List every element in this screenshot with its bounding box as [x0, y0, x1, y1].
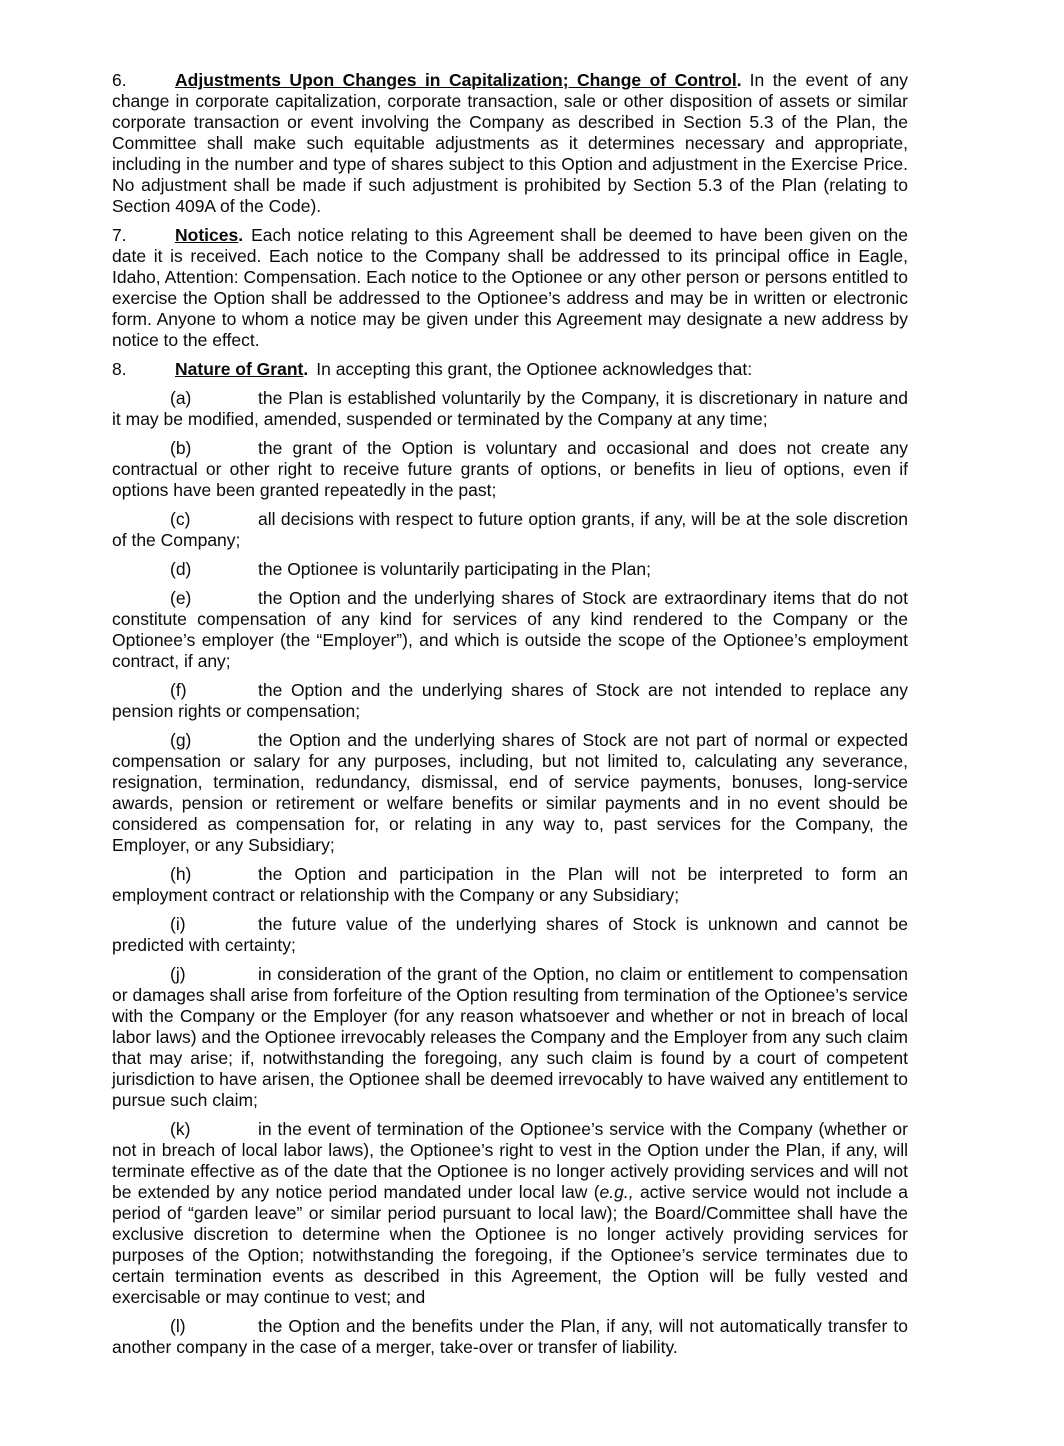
subsection-letter: (i) [170, 914, 186, 934]
subsection-item [112, 388, 908, 430]
subsection-text: the grant of the Option is voluntary and occasional and does not create any contractual or other right to receive future grants of options, or benefits in lieu of options, even if options have been granted repeatedly in the past; [112, 438, 908, 500]
subsection-item [112, 730, 908, 856]
subsection-text: the Plan is established voluntarily by the Company, it is discretionary in nature and it may be modified, amended, suspended or terminated by the Company at any time; [112, 388, 908, 429]
subsection-item [112, 438, 908, 501]
subsection-letter: (h) [170, 864, 192, 884]
section-6-paragraph [112, 70, 908, 217]
subsection-item [112, 1119, 908, 1308]
subsection-text: the future value of the underlying shares of Stock is unknown and cannot be predicted with certainty; [112, 914, 908, 955]
subsection-letter: (j) [170, 964, 186, 984]
section-8-paragraph [112, 359, 908, 380]
section-7-paragraph [112, 225, 908, 351]
subsection-text: the Option and the benefits under the Plan, if any, will not automatically transfer to another company in the case of a merger, take-over or transfer of liability. [112, 1316, 908, 1357]
subsection-text: the Option and the underlying shares of Stock are not intended to replace any pension rights or compensation; [112, 680, 908, 721]
section-8-number: 8. [112, 359, 127, 379]
section-7-number: 7. [112, 225, 127, 245]
subsection-text: in consideration of the grant of the Option, no claim or entitlement to compensation or damages shall arise from forfeiture of the Option resulting from termination of the Optionee’s service with the Company or the Employer (for any reason whatsoever and whether or not in breach of local labor laws) and the Optionee irrevocably releases the Company and the Employer from any such claim that may arise; if, notwithstanding the foregoing, any such claim is found by a court of competent jurisdiction to have arisen, the Optionee shall be deemed irrevocably to have waived any entitlement to pursue such claim; [112, 964, 908, 1110]
section-6-number: 6. [112, 70, 127, 90]
subsection-item [112, 964, 908, 1111]
subsection-letter: (k) [170, 1119, 191, 1139]
subsection-item [112, 588, 908, 672]
subsection-item [112, 559, 908, 580]
subsection-text: the Optionee is voluntarily participating in the Plan; [258, 559, 652, 579]
subsection-letter: (c) [170, 509, 191, 529]
section-6-heading: Adjustments Upon Changes in Capitalization; Change of Control [175, 70, 737, 90]
section-8-heading-punct: . [303, 359, 309, 379]
section-8-heading: Nature of Grant [175, 359, 304, 379]
subsection-item [112, 509, 908, 551]
subsection-letter: (g) [170, 730, 192, 750]
section-7-heading: Notices [175, 225, 239, 245]
subsection-letter: (a) [170, 388, 192, 408]
subsection-text: the Option and participation in the Plan will not be interpreted to form an employment contract or relationship with the Company or any Subsidiary; [112, 864, 908, 905]
subsection-text: all decisions with respect to future option grants, if any, will be at the sole discretion of the Company; [112, 509, 908, 550]
section-8-body: In accepting this grant, the Optionee acknowledges that: [316, 359, 753, 379]
section-6-body: In the event of any change in corporate capitalization, corporate transaction, sale or other disposition of assets or similar corporate transaction or event involving the Company as described in Section 5.3 of the Plan, the Committee shall make such equitable adjustments as it determines necessary and appropriate, including in the number and type of shares subject to this Option and adjustment in the Exercise Price. No adjustment shall be made if such adjustment is prohibited by Section 5.3 of the Plan (relating to Section 409A of the Code). [112, 70, 908, 216]
subsection-text: the Option and the underlying shares of Stock are extraordinary items that do not constitute compensation of any kind for services of any kind rendered to the Company or the Optionee’s employer (the “Employer”), and which is outside the scope of the Optionee’s employment contract, if any; [112, 588, 908, 671]
subsection-letter: (l) [170, 1316, 186, 1336]
subsection-item [112, 914, 908, 956]
subsection-text: the Option and the underlying shares of Stock are not part of normal or expected compensation or salary for any purposes, including, but not limited to, calculating any severance, resignation, termination, redundancy, dismissal, end of service payments, bonuses, long-service awards, pension or retirement or welfare benefits or similar payments and in no event should be considered as compensation for, or relating in any way to, past services for the Company, the Employer, or any Subsidiary; [112, 730, 908, 855]
subsection-letter: (e) [170, 588, 192, 608]
subsection-letter: (d) [170, 559, 192, 579]
subsection-letter: (f) [170, 680, 187, 700]
subsection-letter: (b) [170, 438, 192, 458]
subsection-list [112, 388, 908, 1358]
subsection-text: in the event of termination of the Optionee’s service with the Company (whether or not in breach of local labor laws), the Optionee’s right to vest in the Option under the Plan, if any, will terminate effective as of the date that the Optionee is no longer actively providing services and will not be extended by any notice period mandated under local law (e.g., active service would not include a period of “garden leave” or similar period pursuant to local law); the Board/Committee shall have the exclusive discretion to determine when the Optionee is no longer actively providing services for purposes of the Option; notwithstanding the foregoing, if the Optionee’s service terminates due to certain termination events as described in this Agreement, the Option will be fully vested and exercisable or may continue to vest; and [112, 1119, 909, 1307]
section-7-heading-punct: . [238, 225, 244, 245]
subsection-item [112, 1316, 908, 1358]
section-6-heading-punct: . [736, 70, 742, 90]
subsection-item [112, 864, 908, 906]
subsection-item [112, 680, 908, 722]
section-7-body: Each notice relating to this Agreement shall be deemed to have been given on the date it is received. Each notice to the Company shall be addressed to its principal office in Eagle, Idaho, Attention: Compensation. Each notice to the Optionee or any other person or persons entitled to exercise the Option shall be addressed to the Optionee’s address and may be in written or electronic form. Anyone to whom a notice may be given under this Agreement may designate a new address by notice to the effect. [112, 225, 908, 350]
